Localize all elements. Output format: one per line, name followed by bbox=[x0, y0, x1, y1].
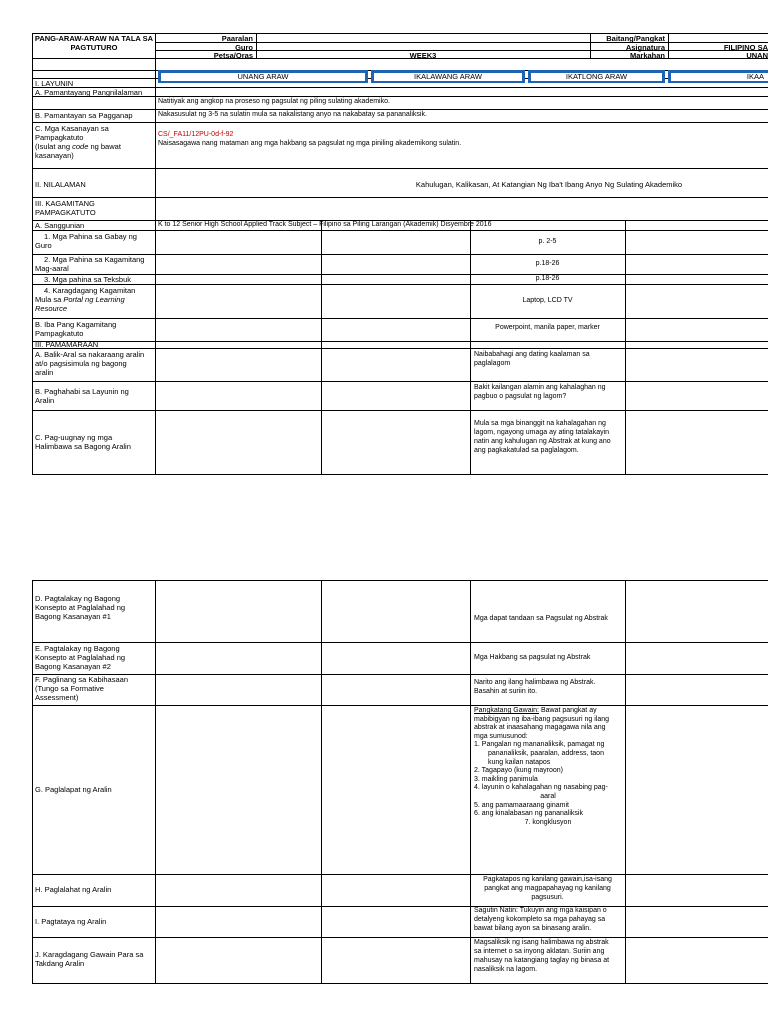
paghahabi-label-2: Aralin bbox=[35, 396, 55, 405]
kasanayan-label-4: kasanayan) bbox=[35, 151, 74, 160]
pamantayang-value: Natitiyak ang angkop na proseso ng pagsulat ng piling sulating akademiko. bbox=[158, 98, 390, 105]
kasanayan-code: CS/_FA11/12PU-0d-f-92 bbox=[158, 131, 234, 138]
gabay-label-2: Guro bbox=[35, 241, 52, 250]
kagamitan-label-2: PAMPAGKATUTO bbox=[35, 208, 96, 217]
karagdagang-label-3: Resource bbox=[35, 304, 68, 313]
iba-label-2: Pampagkatuto bbox=[35, 329, 84, 338]
paghahabi-value-1: Bakit kailangan alamin ang kahalaghan ng bbox=[474, 384, 606, 391]
asignatura-label: Asignatura bbox=[625, 43, 665, 52]
h-label: H. Paglalahat ng Aralin bbox=[35, 885, 112, 894]
e-value: Mga Hakbang sa pagsulat ng Abstrak bbox=[474, 654, 591, 661]
g-heading: Pangkatang Gawain: bbox=[474, 707, 539, 714]
iba-label-1: B. Iba Pang Kagamitang bbox=[35, 320, 117, 329]
kagamitang-label-2: Mag-aaral bbox=[35, 264, 69, 273]
i-value-2: detalyeng kokompleto sa mga pahayag sa bbox=[474, 916, 606, 923]
f-value-2: Basahin at suriin ito. bbox=[474, 688, 538, 695]
f-label-2: (Tungo sa Formative bbox=[35, 684, 104, 693]
balik-value-2: paglalagom bbox=[474, 360, 511, 367]
j-value-4: nasaliksik na lagom. bbox=[474, 966, 538, 973]
sanggunian-label: A. Sanggunian bbox=[35, 221, 85, 230]
tab-unang-araw bbox=[158, 70, 368, 83]
tab-label: IKALAWANG ARAW bbox=[374, 73, 522, 81]
karagdagang-label-2: Mula sa Portal ng Learning bbox=[35, 295, 125, 304]
paguugnay-value-1: Mula sa mga binanggit na kahalagahan ng bbox=[474, 420, 606, 427]
baitang-label: Baitang/Pangkat bbox=[606, 34, 665, 43]
kasanayan-value: Naisasagawa nang mataman ang mga hakbang sa pagsulat ng mga piniling akademikong sulatin. bbox=[158, 140, 462, 147]
gabay-label-1: 1. Mga Pahina sa Gabay ng bbox=[44, 232, 137, 241]
j-value-2: sa internet o sa inyong aklatan. Suriin ang bbox=[474, 948, 605, 955]
pamamaraan-heading: III. PAMAMARAAN bbox=[35, 340, 99, 349]
f-value-1: Narito ang ilang halimbawa ng Abstrak. bbox=[474, 679, 596, 686]
doc-title: PANG-ARAW-ARAW NA TALA SA PAGTUTURO bbox=[34, 34, 154, 52]
tab-label: UNANG ARAW bbox=[161, 73, 365, 81]
karagdagang-value: Laptop, LCD TV bbox=[522, 297, 573, 304]
f-label-3: Assessment) bbox=[35, 693, 79, 702]
tab-label: IKATLONG ARAW bbox=[531, 73, 662, 81]
gabay-value: p. 2-5 bbox=[538, 238, 557, 245]
paguugnay-value-4: ang pagkakatulad sa paglalagom. bbox=[474, 447, 579, 454]
tab-label: IKAA bbox=[671, 73, 768, 81]
kagamitang-label-1: 2. Mga Pahina sa Kagamitang bbox=[44, 255, 145, 264]
i-value-1: Sagutin Natin: Tukuyin ang mga kaisipan o bbox=[474, 907, 607, 914]
pagganap-value: Nakasusulat ng 3-5 na sulatin mula sa nakalistang anyo na nakabatay sa pananaliksik. bbox=[158, 111, 427, 118]
markahan-value: UNAN bbox=[746, 51, 768, 60]
j-value-1: Magsaliksik ng isang halimbawa ng abstrak bbox=[474, 939, 609, 946]
kasanayan-label-1: C. Mga Kasanayan sa bbox=[35, 124, 109, 133]
e-label-3: Bagong Kasanayan #2 bbox=[35, 662, 111, 671]
kasanayan-label-3: (Isulat ang code ng bawat bbox=[35, 142, 121, 151]
iba-value: Powerpoint, manila paper, marker bbox=[495, 324, 600, 331]
e-label-1: E. Pagtalakay ng Bagong bbox=[35, 644, 120, 653]
paguugnay-label-1: C. Pag-uugnay ng mga bbox=[35, 433, 113, 442]
g-label: G. Paglalapat ng Aralin bbox=[35, 785, 112, 794]
d-label-2: Konsepto at Paglalahad ng bbox=[35, 603, 126, 612]
layunin-heading: I. LAYUNIN bbox=[35, 79, 74, 88]
karagdagang-label-1: 4. Karagdagang Kagamitan bbox=[44, 286, 136, 295]
teksbuk-label: 3. Mga pahina sa Teksbuk bbox=[44, 275, 132, 284]
week-label: WEEK3 bbox=[409, 51, 437, 60]
kagamitan-label-1: III. KAGAMITANG bbox=[35, 199, 95, 208]
j-value-3: mahusay na katangiang taglay ng binasa at bbox=[474, 957, 610, 964]
paguugnay-value-3: natin ang kahulugan ng Abstrak at kung ano bbox=[474, 438, 611, 445]
e-label-2: Konsepto at Paglalahad ng bbox=[35, 653, 126, 662]
pamantayang-label: A. Pamantayang Pangnilalaman bbox=[35, 88, 143, 97]
sanggunian-value: K to 12 Senior High School Applied Track Subject – Filipino sa Piling Larangan (Akademik) Disyembre 2016 bbox=[158, 221, 492, 228]
balik-label-1: A. Balik-Aral sa nakaraang aralin bbox=[35, 350, 145, 359]
d-label-1: D. Pagtalakay ng Bagong bbox=[35, 594, 121, 603]
nilalaman-label: II. NILALAMAN bbox=[35, 180, 86, 189]
j-label-2: Takdang Aralin bbox=[35, 959, 85, 968]
d-value: Mga dapat tandaan sa Pagsulat ng Abstrak bbox=[474, 615, 608, 622]
nilalaman-value: Kahulugan, Kalikasan, At Katangian Ng Iba't Ibang Anyo Ng Sulating Akademiko bbox=[415, 180, 683, 189]
paghahabi-value-2: pagbuo o pagsulat ng lagom? bbox=[474, 393, 567, 400]
i-label: I. Pagtataya ng Aralin bbox=[35, 917, 107, 926]
tab-ikatlong-araw bbox=[528, 70, 665, 83]
paaralan-label: Paaralan bbox=[221, 34, 253, 43]
paguugnay-value-2: lagom, ngayong umaga ay ating tatalakayin bbox=[474, 429, 610, 436]
kagamitang-value: p.18-26 bbox=[535, 260, 560, 267]
kasanayan-label-2: Pampagkatuto bbox=[35, 133, 84, 142]
guro-label: Guro bbox=[235, 43, 253, 52]
tab-ikalawang-araw bbox=[371, 70, 525, 83]
g-value: Pangkatang Gawain: Bawat pangkat ay mabibigyan ng iba-ibang pagsusuri ng ilang abstrak at inaasahang magagawa nila ang mga sumusunod: 1. Pangalan ng mananaliksik, pamagat ng pananaliksik, paaralan, address, taon kung kailan natapos 2. Tagapayo (kung mayroon) 3. maikling panimula 4. layunin o kahalagahan ng nasabing pag- aaral 5. ang pamamaaraang ginamit 6. ang kinalabasan ng pananaliksik 7. kongklusyon bbox=[474, 707, 610, 826]
teksbuk-value: p.18-26 bbox=[535, 275, 560, 282]
markahan-label: Markahan bbox=[629, 51, 665, 60]
h-value-1: Pagkatapos ng kanilang gawain,isa-isang bbox=[483, 876, 612, 883]
balik-value-1: Naibabahagi ang dating kaalaman sa bbox=[474, 351, 590, 358]
d-label-3: Bagong Kasanayan #1 bbox=[35, 612, 111, 621]
petsa-label: Petsa/Oras bbox=[213, 51, 253, 60]
f-label-1: F. Paglinang sa Kabihasaan bbox=[35, 675, 128, 684]
i-value-3: bawat bilang ayon sa binasang aralin. bbox=[474, 925, 592, 932]
balik-label-3: aralin bbox=[35, 368, 54, 377]
balik-label-2: at/o pagsisimula ng bagong bbox=[35, 359, 127, 368]
asignatura-value: FILIPINO SA bbox=[723, 43, 768, 52]
paghahabi-label-1: B. Paghahabi sa Layunin ng bbox=[35, 387, 129, 396]
paguugnay-label-2: Halimbawa sa Bagong Aralin bbox=[35, 442, 131, 451]
tab-ikaapat-araw bbox=[668, 70, 768, 83]
j-label-1: J. Karagdagang Gawain Para sa bbox=[35, 950, 144, 959]
h-value-3: pagsusuri. bbox=[531, 894, 564, 901]
h-value-2: pangkat ang magpapahayag ng kanilang bbox=[484, 885, 611, 892]
pagganap-label: B. Pamantayan sa Pagganap bbox=[35, 111, 133, 120]
